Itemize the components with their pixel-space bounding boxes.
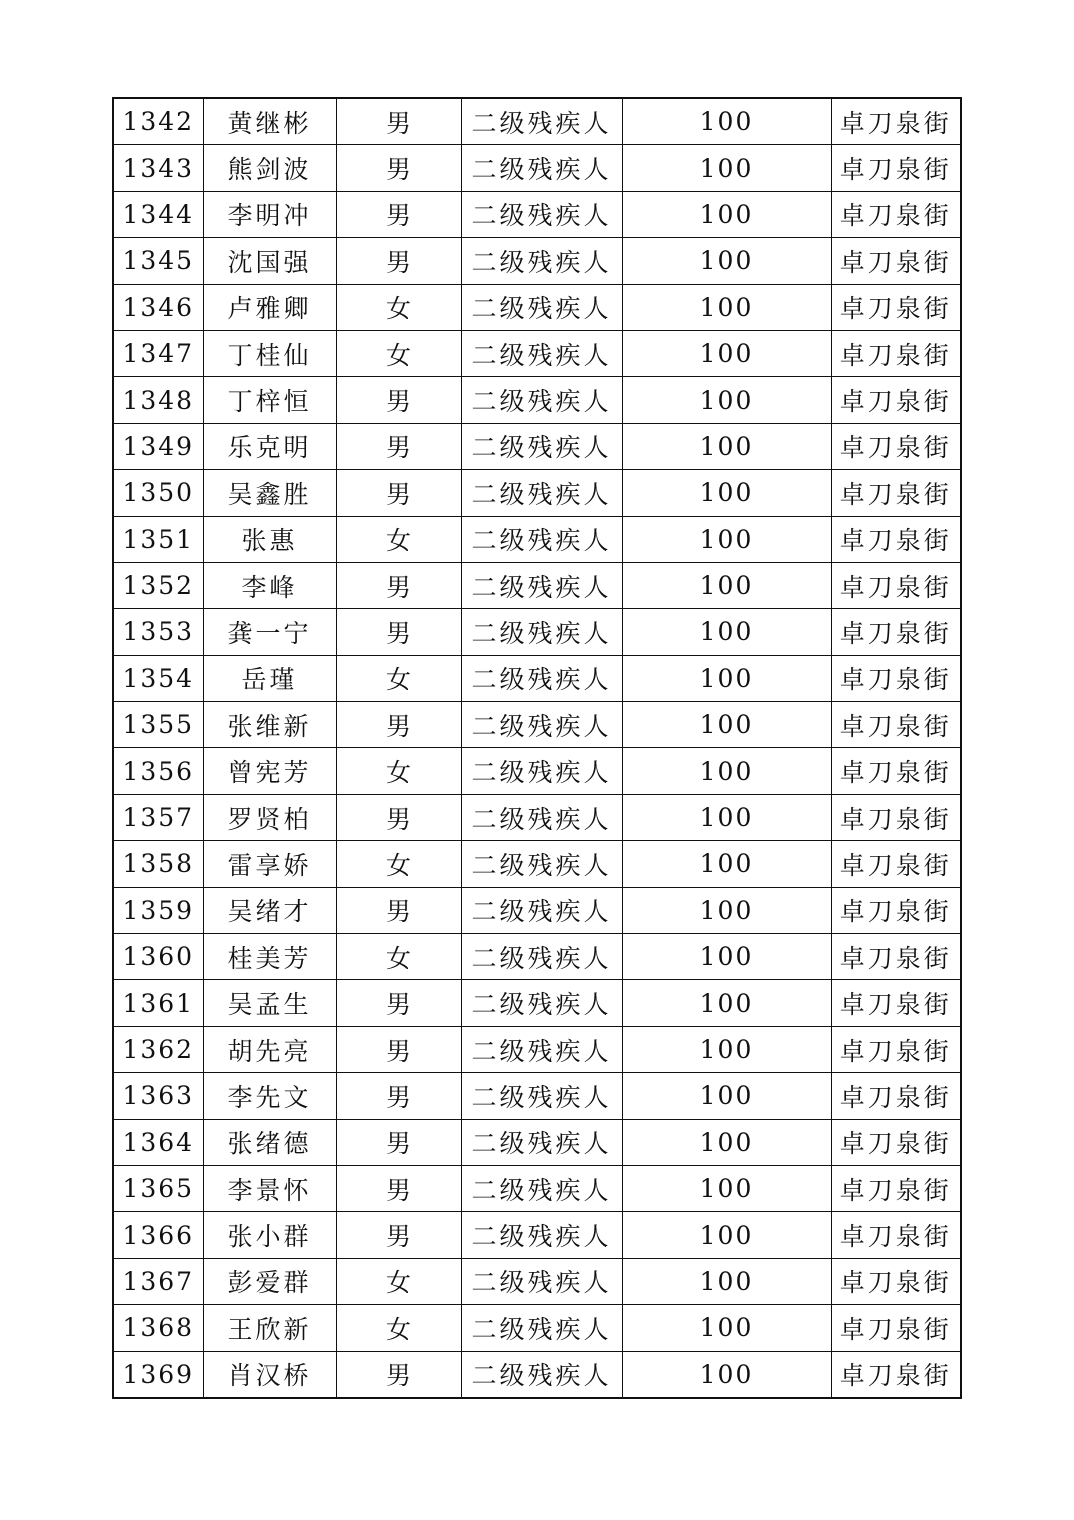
- table-row: [113, 794, 961, 840]
- cell-gender: 男: [336, 794, 461, 840]
- cell-name: 李景怀: [203, 1165, 336, 1211]
- table-row: [113, 655, 961, 701]
- cell-amount: 100: [622, 841, 831, 887]
- cell-amount: 100: [622, 516, 831, 562]
- table-row: [113, 887, 961, 933]
- cell-gender: 女: [336, 841, 461, 887]
- cell-amount: 100: [622, 1165, 831, 1211]
- cell-amount: 100: [622, 330, 831, 376]
- cell-category: 二级残疾人: [461, 748, 622, 794]
- cell-amount: 100: [622, 191, 831, 237]
- cell-number: 1346: [113, 284, 203, 330]
- cell-number: 1347: [113, 330, 203, 376]
- cell-number: 1369: [113, 1351, 203, 1398]
- cell-street: 卓刀泉街: [831, 655, 961, 701]
- cell-street: 卓刀泉街: [831, 470, 961, 516]
- cell-street: 卓刀泉街: [831, 1119, 961, 1165]
- cell-amount: 100: [622, 609, 831, 655]
- cell-name: 丁桂仙: [203, 330, 336, 376]
- cell-street: 卓刀泉街: [831, 145, 961, 191]
- table-row: [113, 1258, 961, 1304]
- cell-category: 二级残疾人: [461, 145, 622, 191]
- cell-category: 二级残疾人: [461, 655, 622, 701]
- table-row: [113, 238, 961, 284]
- cell-gender: 女: [336, 330, 461, 376]
- cell-number: 1348: [113, 377, 203, 423]
- cell-category: 二级残疾人: [461, 1073, 622, 1119]
- cell-number: 1361: [113, 980, 203, 1026]
- cell-number: 1364: [113, 1119, 203, 1165]
- table-row: [113, 934, 961, 980]
- cell-name: 李峰: [203, 562, 336, 608]
- cell-category: 二级残疾人: [461, 470, 622, 516]
- cell-number: 1363: [113, 1073, 203, 1119]
- cell-gender: 女: [336, 284, 461, 330]
- table-row: [113, 1073, 961, 1119]
- cell-gender: 男: [336, 1119, 461, 1165]
- table-row: [113, 470, 961, 516]
- cell-gender: 男: [336, 702, 461, 748]
- table-row: [113, 1026, 961, 1072]
- cell-street: 卓刀泉街: [831, 377, 961, 423]
- cell-street: 卓刀泉街: [831, 423, 961, 469]
- cell-amount: 100: [622, 655, 831, 701]
- cell-gender: 男: [336, 191, 461, 237]
- cell-number: 1357: [113, 794, 203, 840]
- cell-street: 卓刀泉街: [831, 562, 961, 608]
- table-row: [113, 516, 961, 562]
- cell-amount: 100: [622, 980, 831, 1026]
- cell-amount: 100: [622, 702, 831, 748]
- cell-category: 二级残疾人: [461, 1119, 622, 1165]
- cell-category: 二级残疾人: [461, 609, 622, 655]
- cell-street: 卓刀泉街: [831, 841, 961, 887]
- cell-name: 张绪德: [203, 1119, 336, 1165]
- cell-name: 乐克明: [203, 423, 336, 469]
- cell-gender: 男: [336, 145, 461, 191]
- cell-category: 二级残疾人: [461, 1212, 622, 1258]
- cell-amount: 100: [622, 562, 831, 608]
- cell-gender: 男: [336, 377, 461, 423]
- cell-number: 1345: [113, 238, 203, 284]
- cell-category: 二级残疾人: [461, 1305, 622, 1351]
- cell-number: 1342: [113, 98, 203, 145]
- table-row: [113, 1119, 961, 1165]
- cell-amount: 100: [622, 98, 831, 145]
- cell-category: 二级残疾人: [461, 934, 622, 980]
- cell-street: 卓刀泉街: [831, 330, 961, 376]
- table-row: [113, 377, 961, 423]
- table-row: [113, 1305, 961, 1351]
- cell-category: 二级残疾人: [461, 1258, 622, 1304]
- cell-number: 1366: [113, 1212, 203, 1258]
- cell-gender: 男: [336, 238, 461, 284]
- cell-number: 1354: [113, 655, 203, 701]
- cell-category: 二级残疾人: [461, 98, 622, 145]
- cell-amount: 100: [622, 284, 831, 330]
- cell-amount: 100: [622, 470, 831, 516]
- cell-amount: 100: [622, 238, 831, 284]
- cell-street: 卓刀泉街: [831, 609, 961, 655]
- cell-gender: 男: [336, 980, 461, 1026]
- cell-category: 二级残疾人: [461, 191, 622, 237]
- cell-category: 二级残疾人: [461, 330, 622, 376]
- table-row: [113, 284, 961, 330]
- cell-amount: 100: [622, 423, 831, 469]
- cell-name: 李明冲: [203, 191, 336, 237]
- cell-gender: 女: [336, 934, 461, 980]
- cell-amount: 100: [622, 794, 831, 840]
- cell-gender: 女: [336, 655, 461, 701]
- table-row: [113, 1165, 961, 1211]
- cell-amount: 100: [622, 934, 831, 980]
- cell-street: 卓刀泉街: [831, 1165, 961, 1211]
- cell-name: 肖汉桥: [203, 1351, 336, 1398]
- cell-name: 雷享娇: [203, 841, 336, 887]
- cell-number: 1365: [113, 1165, 203, 1211]
- cell-number: 1356: [113, 748, 203, 794]
- cell-amount: 100: [622, 1073, 831, 1119]
- table-row: [113, 1212, 961, 1258]
- cell-street: 卓刀泉街: [831, 702, 961, 748]
- cell-amount: 100: [622, 1351, 831, 1398]
- cell-name: 丁梓恒: [203, 377, 336, 423]
- cell-name: 王欣新: [203, 1305, 336, 1351]
- cell-street: 卓刀泉街: [831, 1351, 961, 1398]
- cell-street: 卓刀泉街: [831, 748, 961, 794]
- cell-number: 1358: [113, 841, 203, 887]
- cell-name: 龚一宁: [203, 609, 336, 655]
- cell-gender: 男: [336, 98, 461, 145]
- cell-name: 吴绪才: [203, 887, 336, 933]
- table-row: [113, 562, 961, 608]
- cell-category: 二级残疾人: [461, 516, 622, 562]
- table-row: [113, 841, 961, 887]
- cell-number: 1368: [113, 1305, 203, 1351]
- cell-name: 曾宪芳: [203, 748, 336, 794]
- cell-amount: 100: [622, 1026, 831, 1072]
- cell-gender: 男: [336, 562, 461, 608]
- cell-amount: 100: [622, 1258, 831, 1304]
- cell-category: 二级残疾人: [461, 284, 622, 330]
- cell-gender: 男: [336, 609, 461, 655]
- cell-gender: 女: [336, 516, 461, 562]
- cell-amount: 100: [622, 748, 831, 794]
- cell-street: 卓刀泉街: [831, 516, 961, 562]
- cell-amount: 100: [622, 1305, 831, 1351]
- cell-gender: 男: [336, 1026, 461, 1072]
- cell-street: 卓刀泉街: [831, 794, 961, 840]
- cell-number: 1343: [113, 145, 203, 191]
- cell-street: 卓刀泉街: [831, 980, 961, 1026]
- cell-amount: 100: [622, 1119, 831, 1165]
- cell-number: 1359: [113, 887, 203, 933]
- table-row: [113, 330, 961, 376]
- cell-number: 1351: [113, 516, 203, 562]
- cell-name: 黄继彬: [203, 98, 336, 145]
- table-row: [113, 1351, 961, 1398]
- cell-category: 二级残疾人: [461, 794, 622, 840]
- table-row: [113, 980, 961, 1026]
- cell-number: 1360: [113, 934, 203, 980]
- cell-gender: 女: [336, 748, 461, 794]
- roster-table: [112, 97, 962, 1399]
- cell-street: 卓刀泉街: [831, 238, 961, 284]
- cell-gender: 男: [336, 1351, 461, 1398]
- cell-gender: 男: [336, 1165, 461, 1211]
- cell-gender: 男: [336, 423, 461, 469]
- cell-number: 1349: [113, 423, 203, 469]
- cell-number: 1353: [113, 609, 203, 655]
- cell-street: 卓刀泉街: [831, 887, 961, 933]
- cell-name: 桂美芳: [203, 934, 336, 980]
- cell-name: 胡先亮: [203, 1026, 336, 1072]
- cell-street: 卓刀泉街: [831, 1305, 961, 1351]
- cell-amount: 100: [622, 145, 831, 191]
- cell-number: 1352: [113, 562, 203, 608]
- table-row: [113, 145, 961, 191]
- cell-gender: 女: [336, 1258, 461, 1304]
- cell-number: 1362: [113, 1026, 203, 1072]
- table-row: [113, 748, 961, 794]
- cell-name: 吴鑫胜: [203, 470, 336, 516]
- cell-gender: 男: [336, 887, 461, 933]
- cell-number: 1355: [113, 702, 203, 748]
- cell-name: 彭爱群: [203, 1258, 336, 1304]
- table-row: [113, 423, 961, 469]
- table-row: [113, 98, 961, 145]
- cell-category: 二级残疾人: [461, 562, 622, 608]
- cell-gender: 男: [336, 1212, 461, 1258]
- cell-number: 1367: [113, 1258, 203, 1304]
- cell-category: 二级残疾人: [461, 980, 622, 1026]
- cell-street: 卓刀泉街: [831, 1073, 961, 1119]
- cell-category: 二级残疾人: [461, 841, 622, 887]
- cell-category: 二级残疾人: [461, 1165, 622, 1211]
- cell-name: 沈国强: [203, 238, 336, 284]
- cell-street: 卓刀泉街: [831, 1026, 961, 1072]
- cell-name: 张惠: [203, 516, 336, 562]
- cell-category: 二级残疾人: [461, 1026, 622, 1072]
- cell-category: 二级残疾人: [461, 238, 622, 284]
- cell-street: 卓刀泉街: [831, 934, 961, 980]
- cell-street: 卓刀泉街: [831, 1258, 961, 1304]
- cell-street: 卓刀泉街: [831, 284, 961, 330]
- table-row: [113, 702, 961, 748]
- cell-amount: 100: [622, 377, 831, 423]
- cell-name: 岳瑾: [203, 655, 336, 701]
- cell-category: 二级残疾人: [461, 702, 622, 748]
- cell-gender: 男: [336, 1073, 461, 1119]
- table-row: [113, 191, 961, 237]
- cell-category: 二级残疾人: [461, 887, 622, 933]
- cell-name: 卢雅卿: [203, 284, 336, 330]
- cell-name: 吴孟生: [203, 980, 336, 1026]
- roster-table-body: [113, 98, 961, 1398]
- cell-street: 卓刀泉街: [831, 191, 961, 237]
- cell-name: 李先文: [203, 1073, 336, 1119]
- cell-number: 1344: [113, 191, 203, 237]
- cell-gender: 女: [336, 1305, 461, 1351]
- cell-amount: 100: [622, 1212, 831, 1258]
- cell-street: 卓刀泉街: [831, 98, 961, 145]
- cell-amount: 100: [622, 887, 831, 933]
- cell-name: 罗贤柏: [203, 794, 336, 840]
- cell-category: 二级残疾人: [461, 1351, 622, 1398]
- cell-category: 二级残疾人: [461, 423, 622, 469]
- table-row: [113, 609, 961, 655]
- cell-name: 熊剑波: [203, 145, 336, 191]
- cell-name: 张维新: [203, 702, 336, 748]
- cell-gender: 男: [336, 470, 461, 516]
- cell-street: 卓刀泉街: [831, 1212, 961, 1258]
- cell-category: 二级残疾人: [461, 377, 622, 423]
- cell-number: 1350: [113, 470, 203, 516]
- cell-name: 张小群: [203, 1212, 336, 1258]
